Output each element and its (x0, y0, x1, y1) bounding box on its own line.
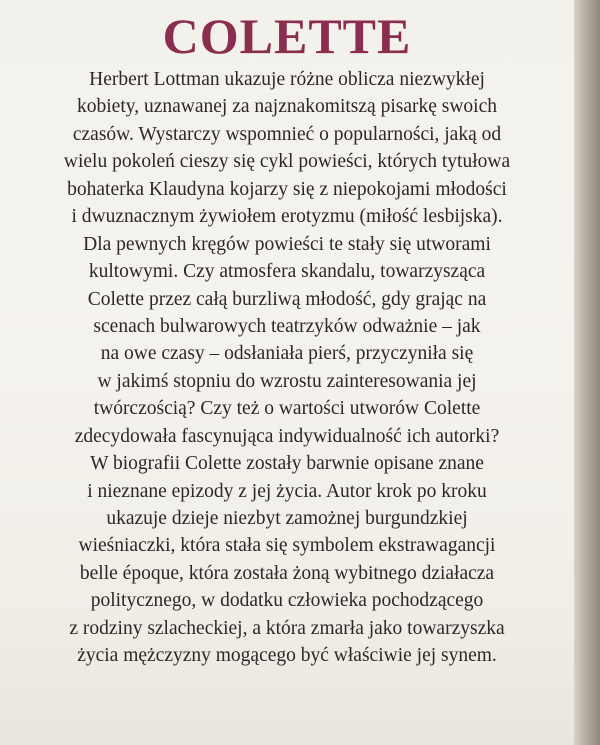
text-line: ukazuje dzieje niezbyt zamożnej burgundzkiej (106, 508, 468, 529)
text-line: belle époque, która została żoną wybitnego działacza (79, 562, 495, 584)
text-line: zdecydowała fascynująca indywidualność ich autorki? (74, 425, 500, 447)
text-line: życia mężczyzny mogącego być właściwie jej synem. (77, 645, 497, 667)
text-line: na owe czasy – odsłaniała pierś, przyczyniła się (100, 343, 474, 365)
text-line: czasów. Wystarczy wspomnieć o popularności, jaką od (72, 123, 502, 145)
text-line: w jakimś stopniu do wzrostu zainteresowania jej (97, 370, 477, 392)
book-edge (574, 0, 600, 745)
text-line: politycznego, w dodatku człowieka pochodzącego (90, 590, 484, 612)
text-line: Colette przez całą burzliwą młodość, gdy grając na (87, 288, 487, 310)
text-line: i nieznane epizody z jej życia. Autor krok po kroku (87, 480, 487, 502)
text-line: wielu pokoleń cieszy się cykl powieści, których tytułowa (63, 151, 511, 173)
text-line: kobiety, uznawanej za najznakomitszą pisarkę swoich (77, 96, 497, 118)
page-title: COLETTE (162, 8, 412, 64)
text-line: z rodziny szlacheckiej, a która zmarła jako towarzyszka (69, 617, 505, 639)
text-line: W biografii Colette zostały barwnie opisane znane (90, 453, 484, 475)
text-line: kultowymi. Czy atmosfera skandalu, towarzysząca (88, 261, 486, 283)
text-line: bohaterka Klaudyna kojarzy się z niepokojami młodości (67, 178, 507, 200)
blurb-text (0, 66, 574, 670)
text-line: Herbert Lottman ukazuje różne oblicza niezwykłej (89, 69, 485, 90)
text-line: twórczością? Czy też o wartości utworów Colette (93, 398, 481, 420)
text-line: wieśniaczki, która stała się symbolem ekstrawagancji (78, 535, 496, 557)
text-line: scenach bulwarowych teatrzyków odważnie – jak (93, 315, 481, 337)
text-line: Dla pewnych kręgów powieści te stały się utworami (83, 233, 491, 255)
text-line: i dwuznacznym żywiołem erotyzmu (miłość lesbijska). (71, 206, 503, 228)
